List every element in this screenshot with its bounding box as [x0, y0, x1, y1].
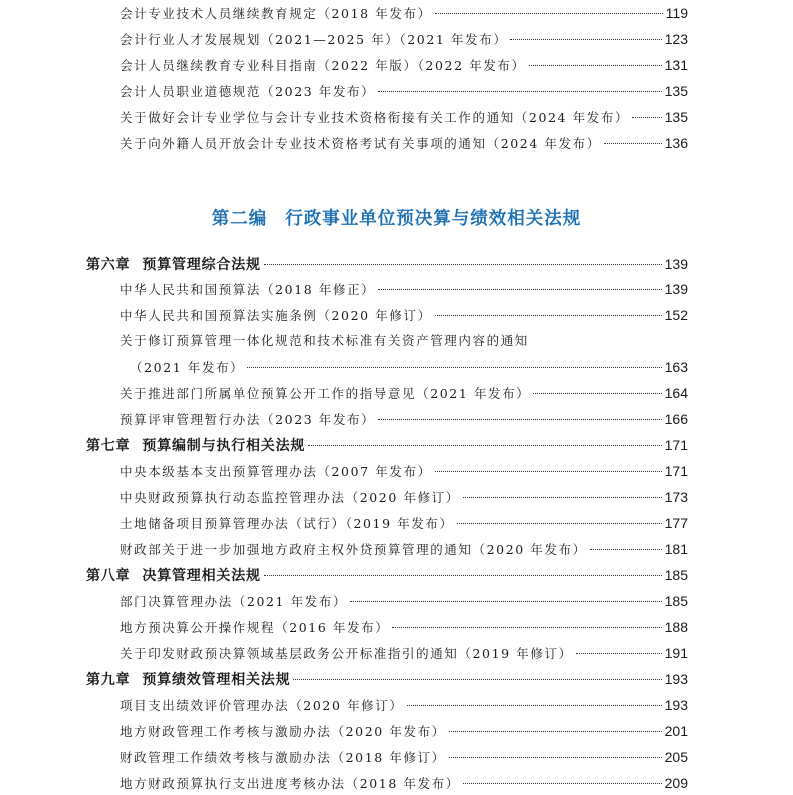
chapter-title: 决算管理相关法规 [142, 568, 261, 584]
dot-leader [576, 652, 662, 654]
toc-entry-page: 185 [664, 593, 688, 609]
toc-entry[interactable] [120, 590, 688, 612]
toc-entry[interactable] [120, 694, 688, 716]
toc-entry[interactable] [120, 382, 688, 404]
toc-entry-page: 205 [664, 749, 688, 765]
chapter-title: 预算绩效管理相关法规 [142, 672, 291, 688]
toc-entry-title: 财政部关于进一步加强地方政府主权外贷预算管理的通知（2020 年发布） [120, 542, 587, 557]
dot-leader [463, 496, 662, 498]
toc-entry[interactable] [120, 304, 688, 326]
toc-entry-title-continuation: （2021 年发布） [130, 360, 245, 375]
toc-entry[interactable] [120, 538, 688, 560]
toc-entry-title: 财政管理工作绩效考核与激励办法（2018 年修订） [120, 750, 446, 765]
chapter-number: 第六章 [86, 257, 131, 273]
toc-entry[interactable] [120, 80, 688, 102]
dot-leader [435, 314, 662, 316]
dot-leader [264, 574, 662, 576]
toc-entry-title: 会计人员职业道德规范（2023 年发布） [120, 84, 376, 99]
chapter-title: 预算管理综合法规 [142, 257, 261, 273]
toc-entry-title: 会计行业人才发展规划（2021—2025 年）（2021 年发布） [120, 32, 508, 47]
toc-entry-title: 地方财政管理工作考核与激励办法（2020 年发布） [120, 724, 446, 739]
toc-entry-title: 关于推进部门所属单位预算公开工作的指导意见（2021 年发布） [120, 386, 531, 401]
dot-leader [247, 366, 661, 368]
toc-entry[interactable] [120, 642, 688, 664]
toc-entry-title: 土地储备项目预算管理办法（试行）（2019 年发布） [120, 516, 454, 531]
dot-leader [435, 12, 663, 14]
dot-leader [510, 38, 661, 40]
toc-entry-title: 关于修订预算管理一体化规范和技术标准有关资产管理内容的通知 [120, 333, 529, 348]
toc-entry-page: 171 [664, 463, 688, 479]
toc-entry[interactable] [120, 278, 688, 300]
part-title: 行政事业单位预决算与绩效相关法规 [285, 209, 582, 229]
toc-entry[interactable] [120, 746, 688, 768]
dot-leader [435, 470, 662, 472]
toc-entry[interactable] [120, 54, 688, 76]
toc-entry-title: 关于印发财政预决算领域基层政务公开标准指引的通知（2019 年修订） [120, 646, 573, 661]
chapter-page: 171 [664, 437, 688, 453]
toc-entry[interactable] [120, 460, 688, 482]
chapter-title: 预算编制与执行相关法规 [142, 438, 306, 454]
toc-entry-title: 地方财政预算执行支出进度考核办法（2018 年发布） [120, 776, 460, 791]
toc-entry-continuation[interactable] [130, 356, 688, 378]
dot-leader [293, 678, 661, 680]
toc-entry-page: 163 [664, 359, 688, 375]
toc-entry[interactable] [120, 772, 688, 794]
chapter-page: 185 [664, 567, 688, 583]
toc-entry-page: 135 [664, 109, 688, 125]
chapter-heading[interactable] [86, 253, 688, 275]
toc-entry[interactable] [120, 106, 688, 128]
toc-entry[interactable] [120, 132, 688, 154]
dot-leader [392, 626, 661, 628]
dot-leader [350, 600, 662, 602]
toc-entry[interactable] [120, 486, 688, 508]
dot-leader [378, 90, 661, 92]
toc-entry-title: 中央财政预算执行动态监控管理办法（2020 年修订） [120, 490, 460, 505]
toc-entry-title: 地方预决算公开操作规程（2016 年发布） [120, 620, 390, 635]
toc-entry-page: 136 [664, 135, 688, 151]
toc-entry[interactable] [120, 408, 688, 430]
dot-leader [264, 263, 662, 265]
toc-entry-page: 135 [664, 83, 688, 99]
toc-entry-title: 中华人民共和国预算法（2018 年修正） [120, 282, 376, 297]
toc-entry-page: 193 [664, 697, 688, 713]
toc-entry-page: 177 [664, 515, 688, 531]
toc-entry-page: 181 [664, 541, 688, 557]
toc-entry-title: 部门决算管理办法（2021 年发布） [120, 594, 348, 609]
toc-entry-page: 131 [664, 57, 688, 73]
dot-leader [308, 444, 661, 446]
toc-entry-title: 会计专业技术人员继续教育规定（2018 年发布） [120, 6, 432, 21]
dot-leader [604, 142, 662, 144]
dot-leader [533, 392, 661, 394]
toc-entry-page: 166 [664, 411, 688, 427]
toc-entry-page: 201 [664, 723, 688, 739]
dot-leader [590, 548, 662, 550]
part-heading [0, 205, 793, 230]
dot-leader [529, 64, 662, 66]
chapter-heading[interactable] [86, 564, 688, 586]
chapter-heading[interactable] [86, 668, 688, 690]
chapter-number: 第七章 [86, 438, 131, 454]
chapter-page: 193 [664, 671, 688, 687]
chapter-number: 第九章 [86, 672, 131, 688]
toc-entry-page: 152 [664, 307, 688, 323]
chapter-heading[interactable] [86, 434, 688, 456]
toc-entry-page: 119 [665, 5, 688, 21]
dot-leader [449, 730, 662, 732]
toc-entry-title: 会计人员继续教育专业科目指南（2022 年版）（2022 年发布） [120, 58, 526, 73]
toc-entry-page: 188 [664, 619, 688, 635]
toc-entry-title: 关于做好会计专业学位与会计专业技术资格衔接有关工作的通知（2024 年发布） [120, 110, 630, 125]
toc-entry-page: 191 [664, 645, 688, 661]
toc-entry[interactable] [120, 28, 688, 50]
dot-leader [463, 782, 662, 784]
dot-leader [378, 418, 661, 420]
chapter-page: 139 [664, 256, 688, 272]
toc-entry-title: 关于向外籍人员开放会计专业技术资格考试有关事项的通知（2024 年发布） [120, 136, 601, 151]
dot-leader [632, 116, 662, 118]
dot-leader [449, 756, 662, 758]
toc-entry-page: 173 [664, 489, 688, 505]
part-number: 第二编 [211, 209, 268, 229]
toc-entry[interactable] [120, 616, 688, 638]
dot-leader [457, 522, 662, 524]
toc-entry[interactable] [120, 512, 688, 534]
dot-leader [407, 704, 662, 706]
toc-entry-title: 项目支出绩效评价管理办法（2020 年修订） [120, 698, 404, 713]
toc-entry-first-line[interactable] [120, 330, 688, 352]
toc-entry[interactable] [120, 2, 688, 24]
toc-entry-page: 209 [664, 775, 688, 791]
toc-entry-page: 164 [664, 385, 688, 401]
toc-entry[interactable] [120, 720, 688, 742]
toc-entry-page: 123 [664, 31, 688, 47]
toc-entry-title: 中华人民共和国预算法实施条例（2020 年修订） [120, 308, 432, 323]
toc-entry-title: 中央本级基本支出预算管理办法（2007 年发布） [120, 464, 432, 479]
toc-entry-page: 139 [664, 281, 688, 297]
chapter-number: 第八章 [86, 568, 131, 584]
dot-leader [378, 288, 661, 290]
toc-entry-title: 预算评审管理暂行办法（2023 年发布） [120, 412, 376, 427]
